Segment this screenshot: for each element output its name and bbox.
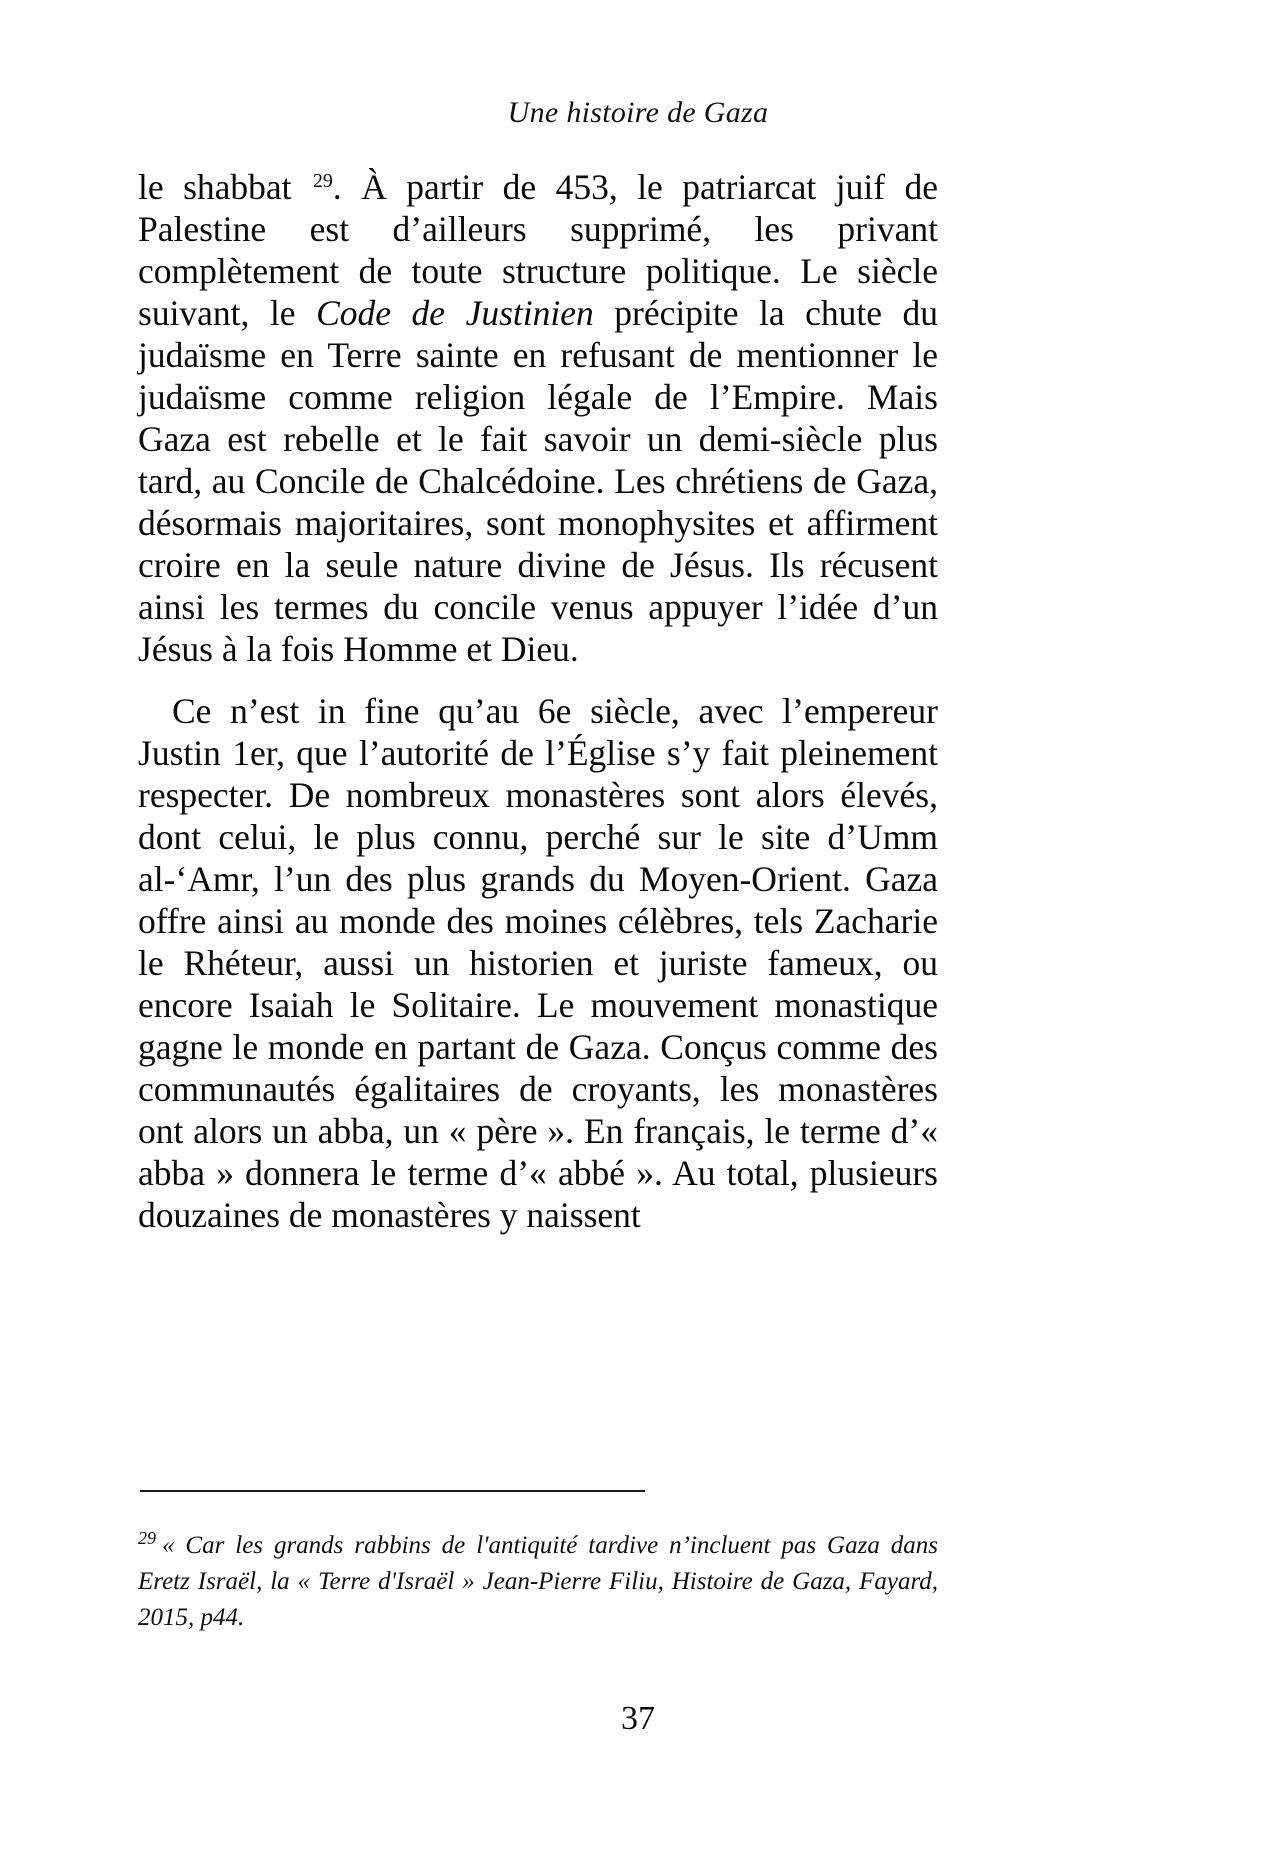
footnote-text: « Car les grands rabbins de l'antiquité tardive n’incluent pas Gaza dans Eretz Israël, la « Terre d'Israël » Jean-Pierre Filiu, Histoire de Gaza, Fayard, 2015, p44.: [138, 1532, 938, 1631]
footnote-area: [138, 1528, 938, 1636]
footnote-separator-rule: [140, 1490, 645, 1492]
paragraph-1-lead: le shabbat: [138, 167, 311, 207]
paragraph-1: [138, 166, 938, 670]
running-head: Une histoire de Gaza: [507, 96, 769, 129]
body-text-block: [138, 166, 938, 1236]
paragraph-1-after-marker: . À partir de 453, le patriarcat juif de Palestine est d’ailleurs supprimé, les privant complètement de toute structure politique. Le siècle suivant, le: [138, 167, 939, 333]
page-number: 37: [621, 1700, 655, 1737]
footnote-reference-29[interactable]: 29: [313, 170, 333, 193]
work-title-code-de-justinien: Code de Justinien: [316, 293, 594, 333]
footnote-item: [138, 1528, 938, 1636]
paragraph-2: Ce n’est in fine qu’au 6e siècle, avec l’empereur Justin 1er, que l’autorité de l’Église s’y fait pleinement respecter. De nombreux monastères sont alors élevés, dont celui, le plus connu, perché sur le site d’Umm al-‘Amr, l’un des plus grands du Moyen-Orient. Gaza offre ainsi au monde des moines célèbres, tels Zacharie le Rhéteur, aussi un historien et juriste fameux, ou encore Isaiah le Solitaire. Le mouvement monastique gagne le monde en partant de Gaza. Conçus comme des communautés égalitaires de croyants, les monastères ont alors un abba, un « père ». En français, le terme d’« abba » donnera le terme d’« abbé ». Au total, plusieurs douzaines de monastères y naissent: [138, 691, 938, 1235]
footnote-marker-29: 29: [138, 1527, 156, 1548]
paragraph-1-tail: précipite la chute du judaïsme en Terre sainte en refusant de mentionner le judaïsme comme religion légale de l’Empire. Mais Gaza est rebelle et le fait savoir un demi-siècle plus tard, au Concile de Chalcédoine. Les chrétiens de Gaza, désormais majoritaires, sont monophysites et affirment croire en la seule nature divine de Jésus. Ils récusent ainsi les termes du concile venus appuyer l’idée d’un Jésus à la fois Homme et Dieu.: [138, 293, 939, 669]
